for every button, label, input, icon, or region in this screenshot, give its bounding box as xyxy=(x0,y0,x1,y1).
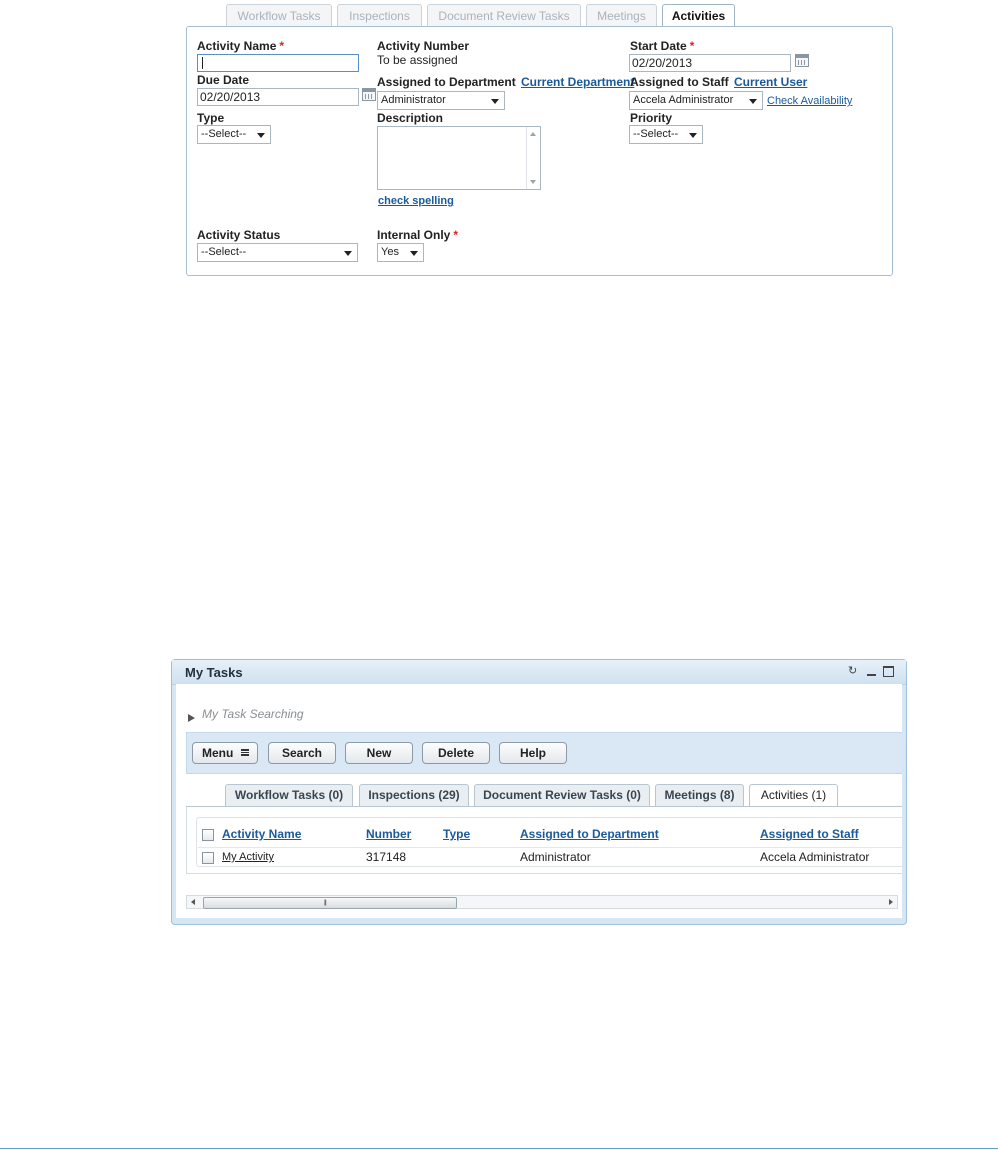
activity-number-value: To be assigned xyxy=(377,53,458,67)
new-button[interactable]: New xyxy=(345,742,413,764)
type-label: Type xyxy=(197,111,225,125)
my-tasks-portlet xyxy=(171,659,907,925)
activity-name-label: Activity Name * xyxy=(197,39,285,53)
chevron-down-icon xyxy=(491,99,499,104)
activity-name-input[interactable] xyxy=(197,54,359,72)
chevron-down-icon xyxy=(410,251,418,256)
priority-label: Priority xyxy=(630,111,673,125)
tab-meetings[interactable]: Meetings (8) xyxy=(655,784,744,806)
help-button[interactable]: Help xyxy=(499,742,567,764)
activities-table xyxy=(196,817,902,867)
activity-staff-cell: Accela Administrator xyxy=(760,850,870,864)
start-date-label: Start Date * xyxy=(630,39,695,53)
action-toolbar xyxy=(186,732,902,774)
menu-lines-icon xyxy=(241,749,249,756)
activity-status-label: Activity Status xyxy=(197,228,281,242)
portlet-header xyxy=(172,660,906,685)
tab-inspections[interactable]: Inspections xyxy=(337,4,422,26)
description-label: Description xyxy=(377,111,444,125)
activity-form xyxy=(186,26,893,276)
column-type[interactable]: Type xyxy=(443,827,471,841)
required-marker: * xyxy=(689,39,695,53)
required-marker: * xyxy=(279,39,285,53)
scrollbar-thumb[interactable] xyxy=(203,897,457,909)
scroll-right-icon[interactable] xyxy=(889,899,893,905)
scroll-down-icon[interactable] xyxy=(530,180,536,184)
column-assigned-staff[interactable]: Assigned to Staff xyxy=(760,827,859,841)
portlet-body xyxy=(176,684,902,918)
column-assigned-department[interactable]: Assigned to Department xyxy=(520,827,659,841)
task-search-toggle[interactable]: My Task Searching xyxy=(202,707,304,721)
assigned-staff-select[interactable] xyxy=(629,91,763,110)
refresh-icon[interactable]: ↻ xyxy=(848,665,858,677)
results-panel xyxy=(186,807,902,874)
search-button[interactable]: Search xyxy=(268,742,336,764)
tab-workflow-tasks[interactable]: Workflow Tasks xyxy=(226,4,332,26)
internal-only-select[interactable] xyxy=(377,243,424,262)
assigned-staff-value: Accela Administrator xyxy=(633,94,734,106)
assigned-department-select[interactable] xyxy=(377,91,505,110)
chevron-down-icon xyxy=(344,251,352,256)
tab-workflow-tasks[interactable]: Workflow Tasks (0) xyxy=(225,784,353,806)
column-activity-name[interactable]: Activity Name xyxy=(222,827,302,841)
header-divider xyxy=(198,847,902,848)
tab-document-review-tasks[interactable]: Document Review Tasks (0) xyxy=(474,784,650,806)
description-textarea[interactable] xyxy=(377,126,541,190)
due-date-input[interactable]: 02/20/2013 xyxy=(197,88,359,106)
assigned-department-label: Assigned to Department xyxy=(377,75,516,89)
tab-document-review-tasks[interactable]: Document Review Tasks xyxy=(427,4,581,26)
text-cursor xyxy=(202,57,203,69)
column-number[interactable]: Number xyxy=(366,827,412,841)
start-date-input[interactable]: 02/20/2013 xyxy=(629,54,791,72)
grip-icon: ||| xyxy=(324,900,326,906)
check-availability-link[interactable]: Check Availability xyxy=(767,95,853,107)
expand-arrow-icon[interactable] xyxy=(188,714,195,722)
activity-status-value: --Select-- xyxy=(201,246,247,258)
tab-activities[interactable]: Activities (1) xyxy=(749,784,838,807)
assigned-staff-label: Assigned to Staff xyxy=(630,75,729,89)
calendar-icon[interactable] xyxy=(362,88,376,101)
row-checkbox[interactable] xyxy=(202,852,214,864)
portlet-title: My Tasks xyxy=(185,665,243,680)
priority-select[interactable] xyxy=(629,125,703,144)
minimize-icon[interactable] xyxy=(866,666,877,677)
activity-number-cell: 317148 xyxy=(366,850,407,864)
activity-department-cell: Administrator xyxy=(520,850,591,864)
menu-button[interactable]: Menu xyxy=(192,742,258,764)
page-bottom-border xyxy=(0,1148,998,1149)
current-user-link[interactable]: Current User xyxy=(734,75,808,89)
delete-button[interactable]: Delete xyxy=(422,742,490,764)
priority-value: --Select-- xyxy=(633,128,679,140)
internal-only-label: Internal Only * xyxy=(377,228,459,242)
tab-meetings[interactable]: Meetings xyxy=(586,4,657,26)
tab-activities[interactable]: Activities xyxy=(662,4,735,28)
select-all-checkbox[interactable] xyxy=(202,829,214,841)
activity-status-select[interactable] xyxy=(197,243,358,262)
due-date-label: Due Date xyxy=(197,73,250,87)
maximize-icon[interactable] xyxy=(883,666,894,677)
portlet-controls xyxy=(848,666,898,678)
required-marker: * xyxy=(453,228,459,242)
activity-name-link[interactable]: My Activity xyxy=(222,851,274,863)
chevron-down-icon xyxy=(257,133,265,138)
tab-inspections[interactable]: Inspections (29) xyxy=(359,784,469,806)
textarea-scrollbar[interactable] xyxy=(526,127,540,189)
chevron-down-icon xyxy=(749,99,757,104)
activity-number-label: Activity Number xyxy=(377,39,470,53)
horizontal-scrollbar[interactable] xyxy=(186,895,898,909)
chevron-down-icon xyxy=(689,133,697,138)
calendar-icon[interactable] xyxy=(795,54,809,67)
scroll-left-icon[interactable] xyxy=(191,899,195,905)
type-select[interactable] xyxy=(197,125,271,144)
current-department-link[interactable]: Current Department xyxy=(521,75,635,89)
check-spelling-link[interactable]: check spelling xyxy=(378,195,454,207)
internal-only-value: Yes xyxy=(381,246,399,258)
scroll-up-icon[interactable] xyxy=(530,132,536,136)
type-value: --Select-- xyxy=(201,128,247,140)
assigned-department-value: Administrator xyxy=(381,94,446,106)
